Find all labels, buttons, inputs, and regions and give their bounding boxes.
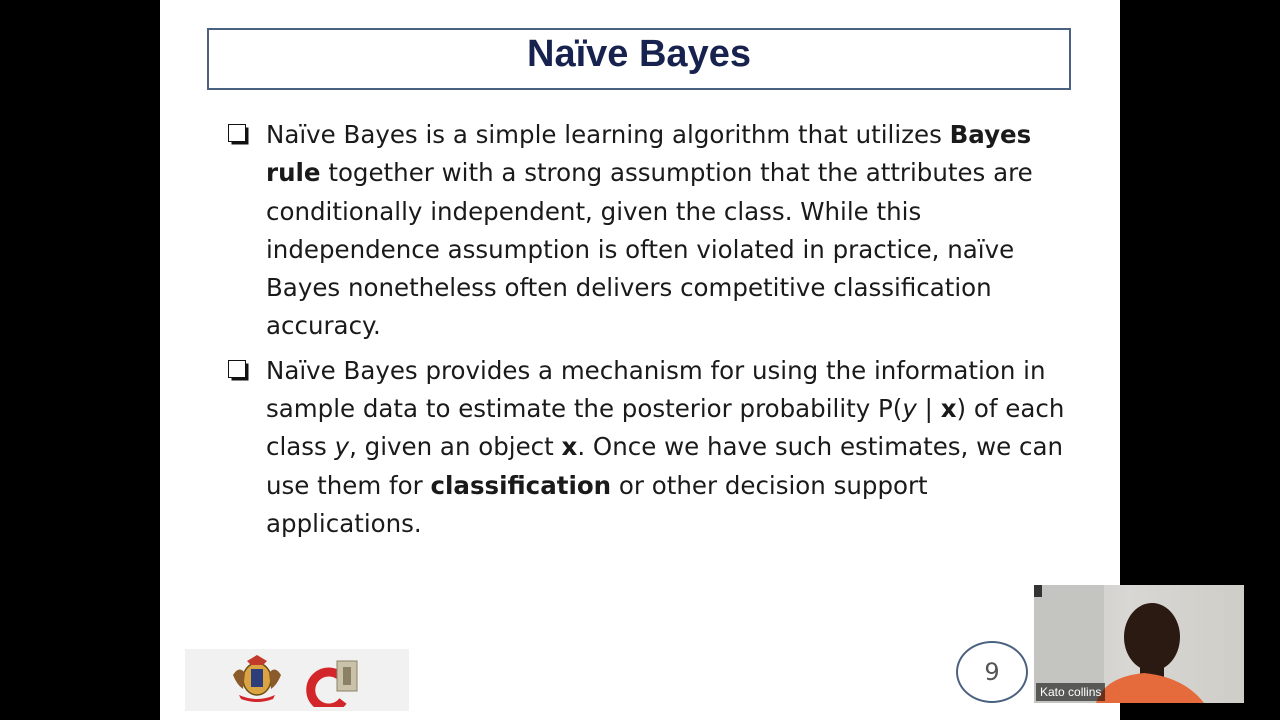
bullet-list	[226, 116, 1066, 543]
bullet-italic-text: y	[902, 394, 917, 424]
participant-video-tile[interactable]	[1034, 585, 1244, 703]
bullet-text: |	[916, 394, 941, 424]
square-box-icon	[228, 124, 246, 142]
bullet-bold-text: x	[940, 394, 957, 424]
bullet-text: Naïve Bayes provides a mechanism for using the information in sample data to estimate the posterior probability P(	[266, 355, 1046, 424]
red-c-logo-icon	[299, 657, 369, 707]
slide-title-box	[207, 28, 1071, 90]
slide	[160, 0, 1120, 720]
page-number: 9	[956, 641, 1028, 703]
bullet-italic-text: y	[334, 432, 350, 462]
bullet-item	[226, 352, 1066, 543]
bullet-text: together with a strong assumption that the attributes are conditionally independent, given the class. While this independence assumption is often violated in practice, naïve Bayes nonetheless often delivers competitive classification accuracy.	[266, 158, 1033, 341]
bullet-item	[226, 116, 1066, 346]
bullet-bold-text: x	[561, 432, 578, 462]
bullet-text: . Once we have such estimates, we can use them for	[266, 432, 1064, 500]
slide-title: Naïve Bayes	[527, 32, 751, 75]
bullet-text: ) of each class	[266, 394, 1065, 462]
bullet-text: , given an object	[349, 432, 562, 462]
participant-name: Kato collins	[1036, 683, 1105, 701]
bullet-bold-text: classification	[430, 470, 612, 500]
logo-strip	[185, 649, 409, 711]
square-box-icon	[228, 360, 246, 378]
bullet-text: or other decision support applications.	[266, 470, 928, 538]
university-crest-icon	[229, 655, 285, 703]
bullet-bold-text: Bayes rule	[266, 120, 1032, 188]
bullet-text: Naïve Bayes is a simple learning algorithm that utilizes	[266, 120, 950, 149]
